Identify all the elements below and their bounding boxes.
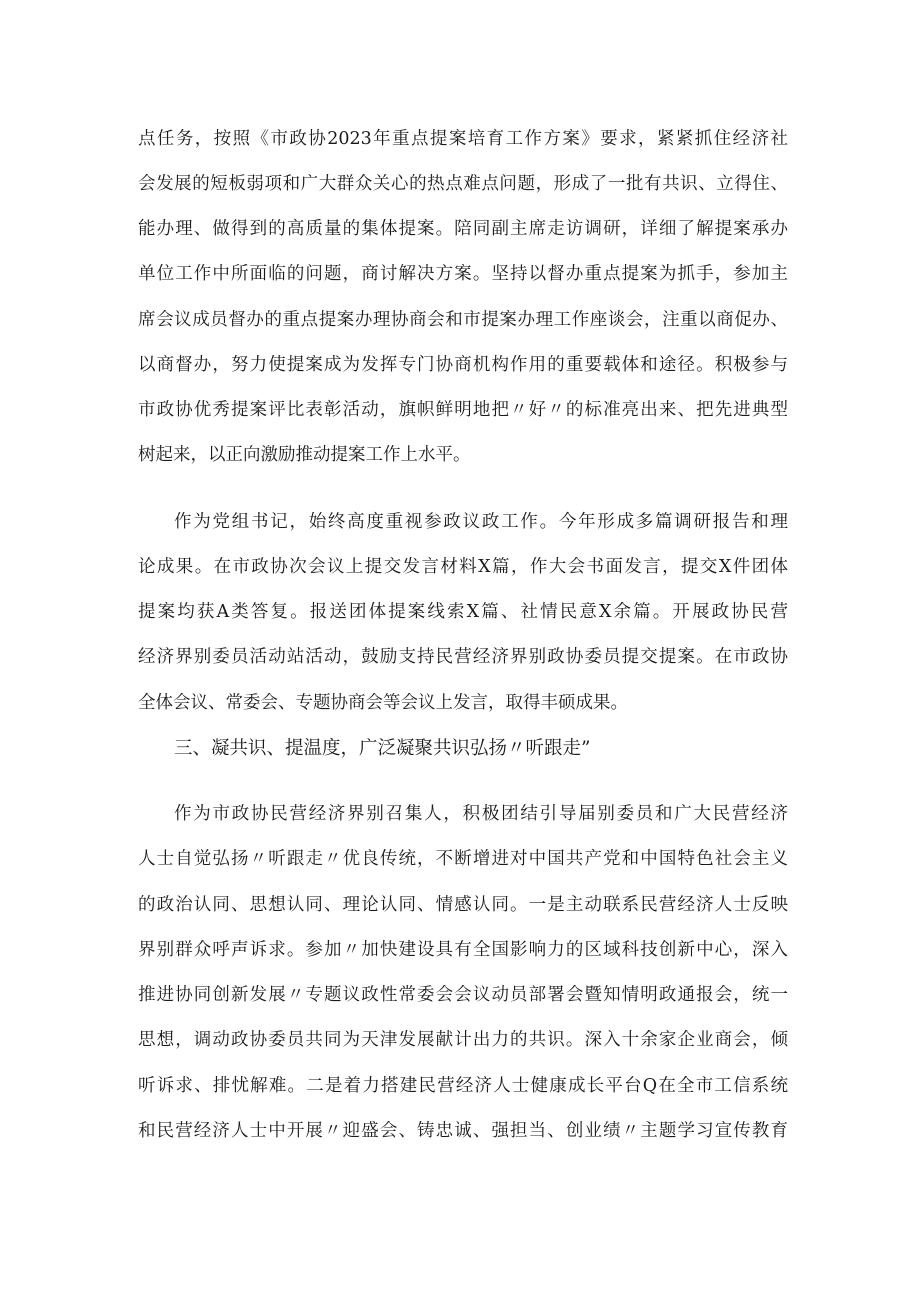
paragraph-1-line-7: 市政协优秀提案评比表彰活动，旗帜鲜明地把〃好〃的标准亮出来、把先进典型: [138, 400, 788, 420]
paragraph-1-line-1: 点任务，按照《市政协2023年重点提案培育工作方案》要求，紧紧抓住经济社: [138, 129, 788, 149]
paragraph-1-line-5: 席会议成员督办的重点提案办理协商会和市提案办理工作座谈会，注重以商促办、: [138, 310, 788, 330]
section-heading: 三、凝共识、提温度，广泛凝聚共识弘扬〃听跟走”: [174, 738, 591, 759]
paragraph-2-line-1: 作为党组书记，始终高度重视参政议政工作。今年形成多篇调研报告和理: [174, 512, 788, 532]
paragraph-1-line-2: 会发展的短板弱项和广大群众关心的热点难点问题，形成了一批有共识、立得住、: [138, 174, 788, 194]
paragraph-3-line-2: 人士自觉弘扬〃听跟走〃优良传统，不断增进对中国共产党和中国特色社会主义: [138, 849, 788, 869]
paragraph-3-line-5: 推进协同创新发展〃专题议政性常委会会议动员部署会暨知情明政通报会，统一: [138, 985, 788, 1005]
paragraph-3-line-7: 听诉求、排忧解难。二是着力搭建民营经济人士健康成长平台Q在全市工信系统: [138, 1076, 788, 1096]
paragraph-1-line-4: 单位工作中所面临的问题，商讨解决方案。坚持以督办重点提案为抓手，参加主: [138, 264, 788, 284]
paragraph-2-line-4: 经济界别委员活动站活动，鼓励支持民营经济界别政协委员提交提案。在市政协: [138, 647, 788, 667]
paragraph-1-line-8: 树起来，以正向激励推动提案工作上水平。: [138, 445, 471, 465]
paragraph-1-line-6: 以商督办，努力使提案成为发挥专门协商机构作用的重要载体和途径。积极参与: [138, 355, 788, 375]
paragraph-3-line-6: 思想，调动政协委员共同为天津发展献计出力的共识。深入十余家企业商会，倾: [138, 1030, 788, 1050]
paragraph-2-line-2: 论成果。在市政协次会议上提交发言材料X篇，作大会书面发言，提交X件团体: [138, 557, 788, 577]
paragraph-3-line-4: 界别群众呼声诉求。参加〃加快建设具有全国影响力的区域科技创新中心，深入: [138, 940, 788, 960]
paragraph-2-line-5: 全体会议、常委会、专题协商会等会议上发言，取得丰硕成果。: [138, 693, 628, 713]
paragraph-2-line-3: 提案均获A类答复。报送团体提案线索X篇、社情民意X余篇。开展政协民营: [138, 602, 788, 622]
paragraph-3-line-3: 的政治认同、思想认同、理论认同、情感认同。一是主动联系民营经济人士反映: [138, 895, 788, 915]
paragraph-3-line-8: 和民营经济人士中开展〃迎盛会、铸忠诚、强担当、创业绩〃主题学习宣传教育: [138, 1121, 788, 1141]
paragraph-1-line-3: 能办理、做得到的高质量的集体提案。陪同副主席走访调研，详细了解提案承办: [138, 219, 788, 239]
paragraph-3-line-1: 作为市政协民营经济界别召集人，积极团结引导届别委员和广大民营经济: [174, 804, 788, 824]
